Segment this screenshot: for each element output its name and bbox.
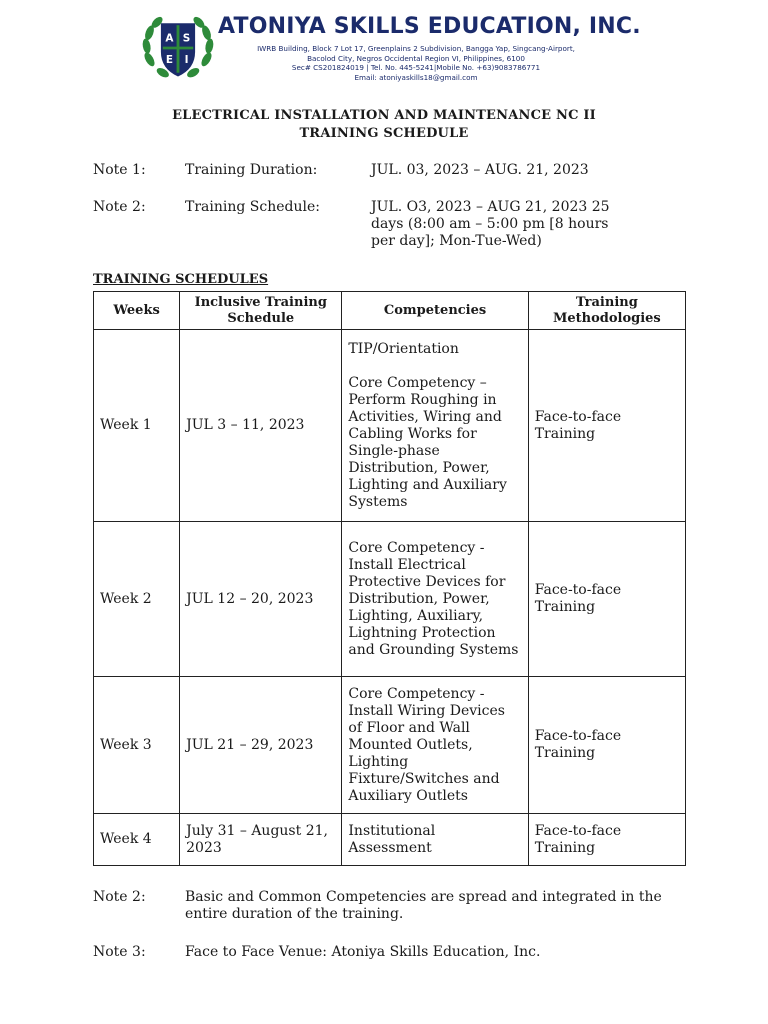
note-key: Training Schedule: — [185, 199, 320, 215]
note-value: JUL. O3, 2023 – AUG 21, 2023 25 days (8:00 am – 5:00 pm [8 hours per day]; Mon-Tue-Wed) — [371, 199, 610, 249]
document-subtitle: TRAINING SCHEDULE — [299, 126, 469, 141]
address-line-1: IWRB Building, Block 7 Lot 17, Greenplains 2 Subdivision, Bangga Yap, Singcang-Airport, — [257, 44, 575, 53]
week-cell: Week 2 — [94, 522, 180, 677]
organization-contact-info — [236, 44, 596, 82]
organization-name: ATONIYA SKILLS EDUCATION, INC. — [218, 14, 641, 39]
table-header-row — [94, 292, 686, 330]
competency-cell: Core Competency - Install Wiring Devices of Floor and Wall Mounted Outlets, Lighting Fixture/Switches and Auxiliary Outlets — [342, 677, 528, 814]
table-row — [94, 522, 686, 677]
week-cell: Week 4 — [94, 814, 180, 866]
note-label: Note 2: — [93, 889, 146, 905]
competency-cell — [342, 330, 528, 522]
svg-text:I: I — [184, 54, 189, 67]
competency-text: Core Competency – Perform Roughing in Activities, Wiring and Cabling Works for Single-phase Distribution, Power, Lighting and Auxiliary Systems — [348, 374, 507, 510]
svg-text:E: E — [165, 54, 174, 67]
methodology-cell: Face-to-face Training — [528, 330, 685, 522]
note-label: Note 2: — [93, 199, 146, 215]
address-line-2: Bacolod City, Negros Occidental Region VI, Philippines, 6100 — [307, 53, 525, 63]
note-value: JUL. 03, 2023 – AUG. 21, 2023 — [371, 162, 589, 178]
week-cell: Week 3 — [94, 677, 180, 814]
methodology-cell: Face-to-face Training — [528, 677, 685, 814]
training-schedule-table — [93, 291, 686, 866]
methodology-cell: Face-to-face Training — [528, 522, 685, 677]
company-logo — [140, 10, 216, 86]
schedule-cell: July 31 – August 21, 2023 — [180, 814, 342, 866]
methodology-cell: Face-to-face Training — [528, 814, 685, 866]
schedule-cell: JUL 3 – 11, 2023 — [180, 330, 342, 522]
svg-text:A: A — [165, 32, 174, 45]
note-label: Note 1: — [93, 162, 146, 178]
table-row — [94, 330, 686, 522]
table-row — [94, 814, 686, 866]
letterhead — [140, 6, 641, 82]
section-title: TRAINING SCHEDULES — [93, 272, 269, 287]
competency-cell: Institutional Assessment — [342, 814, 528, 866]
note-key: Training Duration: — [185, 162, 318, 178]
svg-text:S: S — [182, 32, 191, 45]
note-text: Basic and Common Competencies are spread and integrated in the entire duration of the training. — [185, 889, 662, 922]
table-row — [94, 677, 686, 814]
schedule-cell: JUL 21 – 29, 2023 — [180, 677, 342, 814]
column-header-schedule: Inclusive Training Schedule — [180, 292, 342, 330]
competency-lead: TIP/Orientation — [348, 340, 459, 357]
document-title: ELECTRICAL INSTALLATION AND MAINTENANCE NC II — [172, 108, 596, 123]
note-label: Note 3: — [93, 944, 146, 960]
column-header-competencies: Competencies — [342, 292, 528, 330]
competency-cell: Core Competency - Install Electrical Protective Devices for Distribution, Power, Lighting, Auxiliary, Lightning Protection and Grounding Systems — [342, 522, 528, 677]
schedule-cell: JUL 12 – 20, 2023 — [180, 522, 342, 677]
note-text: Face to Face Venue: Atoniya Skills Education, Inc. — [185, 944, 541, 960]
email-line: Email: atoniyaskills18@gmail.com — [354, 72, 478, 82]
week-cell: Week 1 — [94, 330, 180, 522]
column-header-weeks: Weeks — [94, 292, 180, 330]
registration-line: Sec# CS201824019 | Tel. No. 445-5241|Mobile No. +63)9083786771 — [291, 63, 541, 73]
column-header-methodologies: Training Methodologies — [528, 292, 685, 330]
